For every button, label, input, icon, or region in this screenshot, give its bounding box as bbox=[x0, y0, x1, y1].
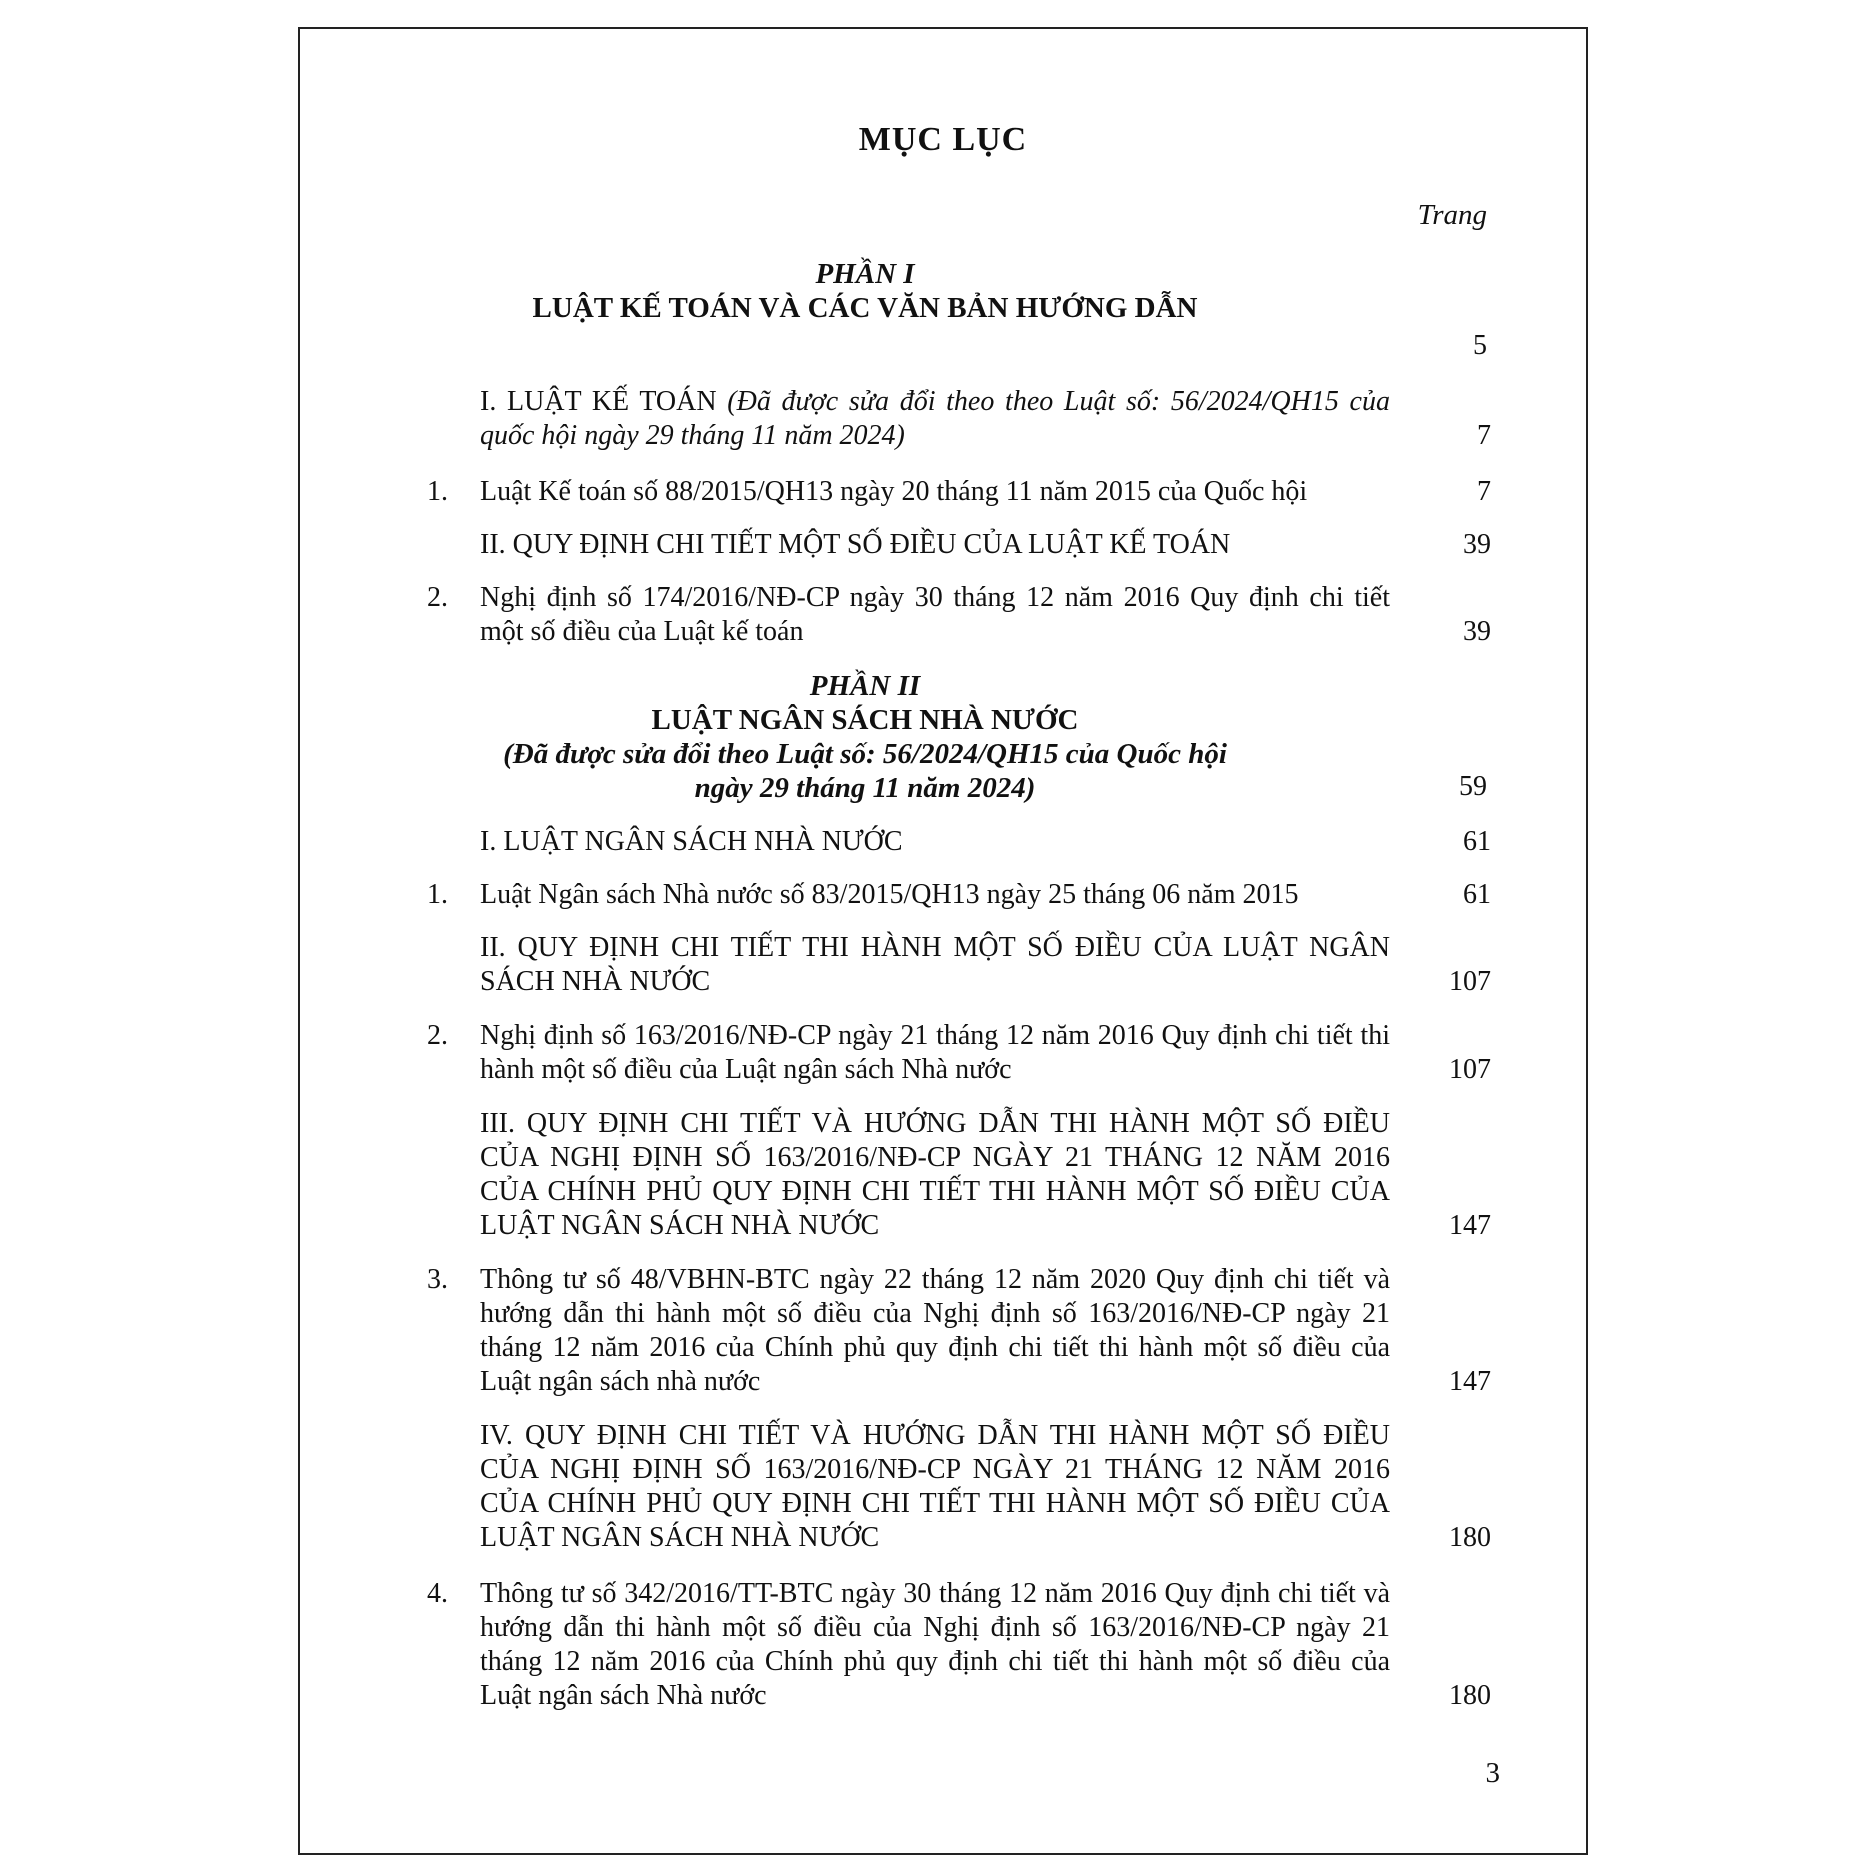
toc-entry-page: 39 bbox=[1463, 529, 1491, 560]
document-title: MỤC LỤC bbox=[858, 121, 1028, 158]
toc-entry-page: 7 bbox=[1477, 476, 1491, 507]
toc-entry-number: 1. bbox=[427, 476, 448, 507]
part-2-label: PHẦN II bbox=[809, 670, 921, 702]
toc-entry-text: IV. QUY ĐỊNH CHI TIẾT VÀ HƯỚNG DẪN THI HÀNH MỘT SỐ ĐIỀU CỦA NGHỊ ĐỊNH SỐ 163/2016/NĐ-CP NGÀY 21 THÁNG 12 NĂM 2016 CỦA CHÍNH PHỦ QUY ĐỊNH CHI TIẾT THI HÀNH MỘT SỐ ĐIỀU CỦA LUẬT NGÂN SÁCH NHÀ NƯỚC bbox=[480, 1420, 1390, 1553]
part-1-heading bbox=[490, 257, 1240, 325]
toc-entry-text: Thông tư số 342/2016/TT-BTC ngày 30 tháng 12 năm 2016 Quy định chi tiết và hướng dẫn thi hành một số điều của Nghị định số 163/2016/NĐ-CP ngày 21 tháng 12 năm 2016 của Chính phủ quy định chi tiết thi hành một số điều của Luật ngân sách Nhà nước bbox=[480, 1578, 1390, 1711]
toc-entry-number: 3. bbox=[427, 1264, 448, 1295]
toc-entry-page: 61 bbox=[1463, 826, 1491, 857]
toc-entry-text bbox=[480, 385, 1390, 453]
toc-entry-text: Nghị định số 163/2016/NĐ-CP ngày 21 tháng 12 năm 2016 Quy định chi tiết thi hành một số điều của Luật ngân sách Nhà nước bbox=[480, 1020, 1390, 1085]
part-1-label: PHẦN I bbox=[815, 258, 915, 290]
toc-entry-number: 2. bbox=[427, 1020, 448, 1051]
toc-entry-page: 39 bbox=[1463, 616, 1491, 647]
toc-entry-text: Luật Ngân sách Nhà nước số 83/2015/QH13 ngày 25 tháng 06 năm 2015 bbox=[480, 879, 1299, 910]
page-column-header: Trang bbox=[1417, 199, 1487, 231]
part-1-title: LUẬT KẾ TOÁN VÀ CÁC VĂN BẢN HƯỚNG DẪN bbox=[532, 292, 1198, 324]
toc-entry-page: 107 bbox=[1449, 966, 1491, 997]
part-2-title: LUẬT NGÂN SÁCH NHÀ NƯỚC bbox=[651, 704, 1079, 736]
toc-entry-text: II. QUY ĐỊNH CHI TIẾT THI HÀNH MỘT SỐ ĐIỀU CỦA LUẬT NGÂN SÁCH NHÀ NƯỚC bbox=[480, 932, 1390, 997]
toc-entry-number: 1. bbox=[427, 879, 448, 910]
toc-entry-text: Luật Kế toán số 88/2015/QH13 ngày 20 tháng 11 năm 2015 của Quốc hội bbox=[480, 476, 1308, 507]
toc-entry-text: Thông tư số 48/VBHN-BTC ngày 22 tháng 12 năm 2020 Quy định chi tiết và hướng dẫn thi hành một số điều của Nghị định số 163/2016/NĐ-CP ngày 21 tháng 12 năm 2016 của Chính phủ quy định chi tiết thi hành một số điều của Luật ngân sách nhà nước bbox=[480, 1264, 1390, 1397]
toc-entry-page: 147 bbox=[1449, 1210, 1491, 1241]
part-1-page: 5 bbox=[1473, 330, 1487, 361]
toc-entry-text: Nghị định số 174/2016/NĐ-CP ngày 30 tháng 12 năm 2016 Quy định chi tiết một số điều của Luật kế toán bbox=[480, 582, 1390, 647]
page-number: 3 bbox=[1485, 1757, 1500, 1789]
part-2-heading bbox=[490, 669, 1240, 805]
toc-entry-text: III. QUY ĐỊNH CHI TIẾT VÀ HƯỚNG DẪN THI HÀNH MỘT SỐ ĐIỀU CỦA NGHỊ ĐỊNH SỐ 163/2016/NĐ-CP NGÀY 21 THÁNG 12 NĂM 2016 CỦA CHÍNH PHỦ QUY ĐỊNH CHI TIẾT THI HÀNH MỘT SỐ ĐIỀU CỦA LUẬT NGÂN SÁCH NHÀ NƯỚC bbox=[480, 1108, 1390, 1241]
toc-entry-page: 61 bbox=[1463, 879, 1491, 910]
toc-entry-text: I. LUẬT NGÂN SÁCH NHÀ NƯỚC bbox=[480, 826, 903, 857]
part-2-page: 59 bbox=[1459, 771, 1487, 802]
toc-entry-page: 7 bbox=[1477, 420, 1491, 451]
part-2-note: (Đã được sửa đổi theo Luật số: 56/2024/QH15 của Quốc hội ngày 29 tháng 11 năm 2024) bbox=[503, 738, 1227, 804]
toc-entry-page: 180 bbox=[1449, 1522, 1491, 1553]
toc-entry-number: 4. bbox=[427, 1578, 448, 1609]
toc-entry-text: II. QUY ĐỊNH CHI TIẾT MỘT SỐ ĐIỀU CỦA LUẬT KẾ TOÁN bbox=[480, 529, 1231, 560]
toc-entry-heading: I. LUẬT KẾ TOÁN bbox=[480, 386, 728, 417]
document-page bbox=[298, 27, 1588, 1855]
toc-entry-page: 107 bbox=[1449, 1054, 1491, 1085]
toc-entry-page: 180 bbox=[1449, 1680, 1491, 1711]
toc-entry-number: 2. bbox=[427, 582, 448, 613]
toc-entry-note: (Đã được sửa đổi theo theo Luật số: 56/2024/QH15 của quốc hội ngày 29 tháng 11 năm 2024) bbox=[480, 386, 1390, 451]
toc-entry-page: 147 bbox=[1449, 1366, 1491, 1397]
